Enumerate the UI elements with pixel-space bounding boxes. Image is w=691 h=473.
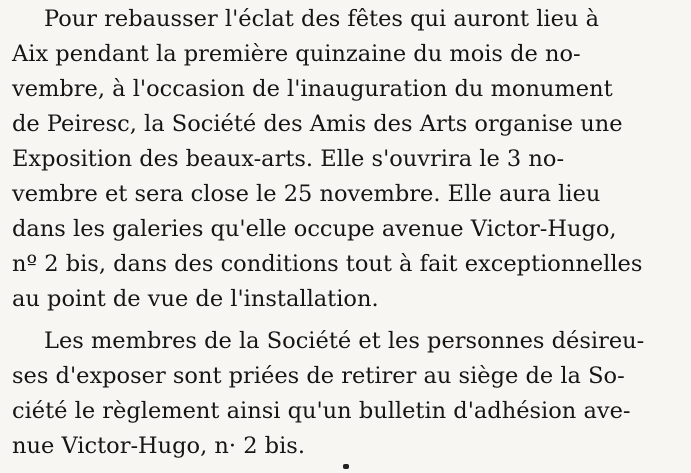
text-line-content: de Peiresc, la Société des Amis des Arts organise une bbox=[12, 111, 623, 137]
text-line bbox=[0, 212, 691, 246]
text-line-content: nue Victor-Hugo, n· 2 bis. bbox=[12, 433, 305, 459]
text-line bbox=[0, 247, 691, 281]
text-line bbox=[0, 37, 691, 71]
text-line-content: dans les galeries qu'elle occupe avenue Victor-Hugo, bbox=[12, 216, 617, 242]
text-line-content: Les membres de la Société et les personnes désireu- bbox=[44, 328, 645, 354]
text-line bbox=[0, 324, 691, 358]
text-line bbox=[0, 72, 691, 106]
text-line-content: Aix pendant la première quinzaine du mois de no- bbox=[12, 41, 581, 67]
text-line bbox=[0, 177, 691, 211]
text-line-content: Exposition des beaux-arts. Elle s'ouvrira le 3 no- bbox=[12, 146, 565, 172]
text-line bbox=[0, 282, 691, 316]
text-line-content: vembre et sera close le 25 novembre. Elle aura lieu bbox=[12, 181, 601, 207]
ink-speck bbox=[343, 464, 349, 469]
text-line-content: ciété le règlement ainsi qu'un bulletin d'adhésion ave- bbox=[12, 398, 631, 424]
text-line-content: nº 2 bis, dans des conditions tout à fait exceptionnelles bbox=[12, 251, 643, 277]
text-line-content: au point de vue de l'installation. bbox=[12, 286, 379, 312]
text-line bbox=[0, 429, 691, 463]
text-line bbox=[0, 394, 691, 428]
text-line bbox=[0, 359, 691, 393]
text-line bbox=[0, 142, 691, 176]
text-line-content: ses d'exposer sont priées de retirer au siège de la So- bbox=[12, 363, 625, 389]
text-line bbox=[0, 107, 691, 141]
text-line-content: vembre, à l'occasion de l'inauguration du monument bbox=[12, 76, 613, 102]
text-line-content: Pour rebausser l'éclat des fêtes qui auront lieu à bbox=[44, 6, 599, 32]
text-line bbox=[0, 2, 691, 36]
